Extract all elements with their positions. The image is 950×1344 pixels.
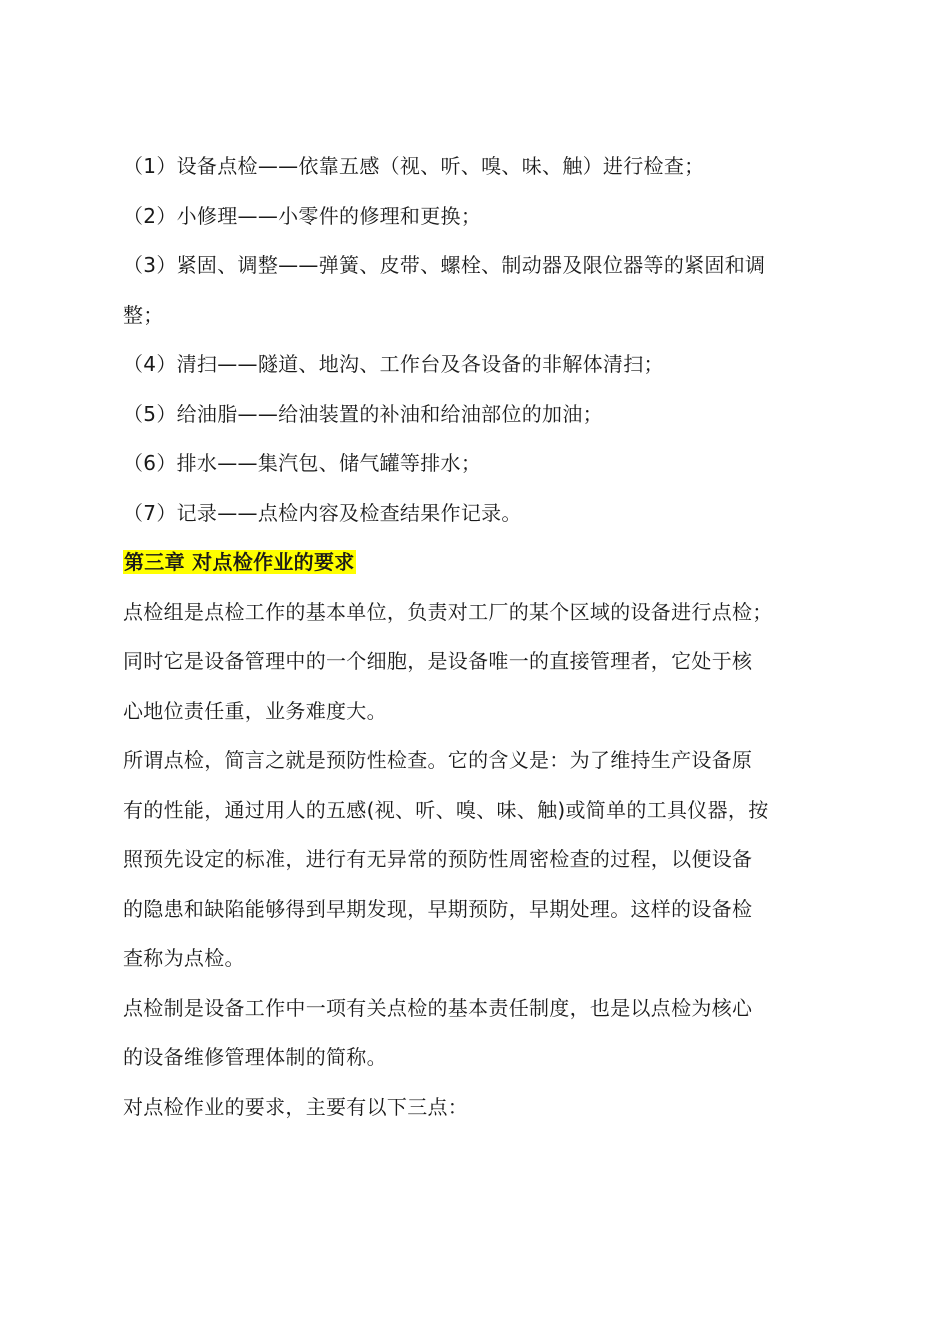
paragraph-3-line: 点检制是设备工作中一项有关点检的基本责任制度，也是以点检为核心 (123, 995, 753, 1020)
paragraph-2-line: 的隐患和缺陷能够得到早期发现，早期预防，早期处理。这样的设备检 (123, 896, 753, 921)
chapter-heading (123, 538, 835, 588)
paragraph-2-line: 所谓点检，简言之就是预防性检查。它的含义是：为了维持生产设备原 (123, 748, 753, 772)
paragraph-4-line: 对点检作业的要求，主要有以下三点： (123, 1094, 469, 1119)
list-item-4: （4）清扫——隧道、地沟、工作台及各设备的非解体清扫； (123, 352, 664, 376)
paragraph-3-line: 的设备维修管理体制的简称。 (123, 1045, 387, 1069)
document-body (123, 142, 835, 1132)
list-item-7: （7）记录——点检内容及检查结果作记录。 (123, 500, 522, 525)
paragraph-1-line: 点检组是点检工作的基本单位，负责对工厂的某个区域的设备进行点检； (123, 599, 773, 624)
paragraph-2-line: 照预先设定的标准，进行有无异常的预防性周密检查的过程，以便设备 (123, 847, 753, 871)
list-item-1: （1）设备点检——依靠五感（视、听、嗅、味、触）进行检查； (123, 154, 705, 178)
paragraph-1-line: 同时它是设备管理中的一个细胞，是设备唯一的直接管理者，它处于核 (123, 649, 753, 673)
list-item-3: （3）紧固、调整——弹簧、皮带、螺栓、制动器及限位器等的紧固和调 (123, 253, 766, 277)
list-item-6: （6）排水——集汽包、储气罐等排水； (123, 451, 482, 475)
chapter-heading-text: 第三章 对点检作业的要求 (124, 550, 355, 574)
paragraph-2-line: 有的性能，通过用人的五感(视、听、嗅、味、触)或简单的工具仪器，按 (123, 797, 769, 822)
list-item-5: （5）给油脂——给油装置的补油和给油部位的加油； (123, 401, 603, 426)
list-item-3-continued: 整； (123, 302, 164, 327)
list-item-2: （2）小修理——小零件的修理和更换； (123, 203, 482, 228)
paragraph-2-line: 查称为点检。 (123, 946, 245, 970)
paragraph-1-line: 心地位责任重，业务难度大。 (123, 698, 387, 723)
